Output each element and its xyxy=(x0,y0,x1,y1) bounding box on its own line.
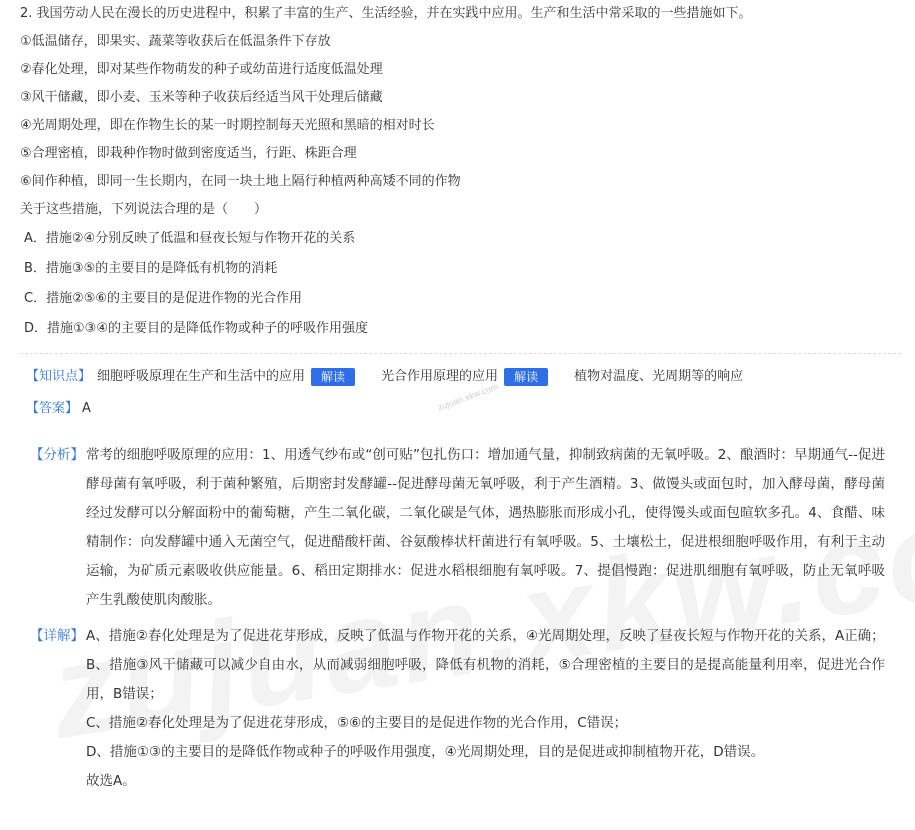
detail-line: B、措施③风干储藏可以减少自由水，从而减弱细胞呼吸，降低有机物的消耗，⑤合理密植的主要目的是提高能量利用率，促进光合作用，B错误； xyxy=(86,657,885,702)
knowledge-points xyxy=(26,366,743,388)
option-c: C．措施②⑤⑥的主要目的是促进作物的光合作用 xyxy=(24,291,303,306)
section-divider xyxy=(20,353,901,354)
analysis-label: 【分析】 xyxy=(30,447,84,463)
detail-line: D、措施①③的主要目的是降低作物或种子的呼吸作用强度，④光周期处理，目的是促进或抑制植物开花，D错误。 xyxy=(86,744,765,760)
option-b: B．措施③⑤的主要目的是降低有机物的消耗 xyxy=(24,261,278,276)
option-a: A．措施②④分别反映了低温和昼夜长短与作物开花的关系 xyxy=(24,231,356,246)
detail-line: A、措施②春化处理是为了促进花芽形成，反映了低温与作物开花的关系，④光周期处理，反映了昼夜长短与作物开花的关系，A正确； xyxy=(86,628,885,644)
measure-item: ④光周期处理，即在作物生长的某一时期控制每天光照和黑暗的相对时长 xyxy=(20,118,435,133)
detail-body xyxy=(86,622,885,796)
explain-button-respiration[interactable]: 解读 xyxy=(311,368,355,386)
analysis-block xyxy=(30,441,885,615)
detail-line: 故选A。 xyxy=(86,773,136,789)
answer-value: A xyxy=(82,401,91,416)
answer-row xyxy=(26,398,91,420)
watermark-small: zujuan.xkw.com xyxy=(436,381,500,413)
question-prompt: 关于这些措施，下列说法合理的是（ ） xyxy=(20,202,268,217)
measure-item: ③风干储藏，即小麦、玉米等种子收获后经适当风干处理后储藏 xyxy=(20,90,383,105)
detail-label: 【详解】 xyxy=(30,628,84,644)
analysis-text: 常考的细胞呼吸原理的应用：1、用透气纱布或“创可贴”包扎伤口：增加通气量，抑制致病菌的无氧呼吸。2、酿酒时：早期通气--促进酵母菌有氧呼吸，利于菌种繁殖，后期密封发酵罐--促进酵母菌无氧呼吸，利于产生酒精。3、做馒头或面包时，加入酵母菌，酵母菌经过发酵可以分解面粉中的葡萄糖，产生二氧化碳，二氧化碳是气体，遇热膨胀而形成小孔，使得馒头或面包暄软多孔。4、食醋、味精制作：向发酵罐中通入无菌空气，促进醋酸杆菌、谷氨酸棒状杆菌进行有氧呼吸。5、土壤松土，促进根细胞呼吸作用，有利于主动运输，为矿质元素吸收供应能量。6、稻田定期排水：促进水稻根细胞有氧呼吸。7、提倡慢跑：促进肌细胞有氧呼吸，防止无氧呼吸产生乳酸使肌肉酸胀。 xyxy=(86,447,885,608)
knowledge-item-photosynthesis[interactable]: 光合作用原理的应用 xyxy=(381,369,499,384)
option-d: D．措施①③④的主要目的是降低作物或种子的呼吸作用强度 xyxy=(24,321,368,336)
question-block xyxy=(20,0,900,344)
answer-label: 【答案】 xyxy=(26,401,79,416)
measure-item: ①低温储存，即果实、蔬菜等收获后在低温条件下存放 xyxy=(20,34,331,49)
measure-item: ⑤合理密植，即栽种作物时做到密度适当，行距、株距合理 xyxy=(20,146,357,161)
explain-button-photosynthesis[interactable]: 解读 xyxy=(504,368,548,386)
measure-item: ②春化处理，即对某些作物萌发的种子或幼苗进行适度低温处理 xyxy=(20,62,383,77)
measure-item: ⑥间作种植，即同一生长期内，在同一块土地上隔行种植两种高矮不同的作物 xyxy=(20,174,461,189)
question-stem: 2. 我国劳动人民在漫长的历史进程中，积累了丰富的生产、生活经验，并在实践中应用。生产和生活中常采取的一些措施如下。 xyxy=(20,6,752,21)
detail-line: C、措施②春化处理是为了促进花芽形成，⑤⑥的主要目的是促进作物的光合作用，C错误； xyxy=(86,715,628,731)
knowledge-item-respiration[interactable]: 细胞呼吸原理在生产和生活中的应用 xyxy=(97,369,306,384)
detail-block xyxy=(30,622,885,796)
knowledge-label: 【知识点】 xyxy=(26,369,92,384)
knowledge-item-photoperiod[interactable]: 植物对温度、光周期等的响应 xyxy=(574,369,744,384)
